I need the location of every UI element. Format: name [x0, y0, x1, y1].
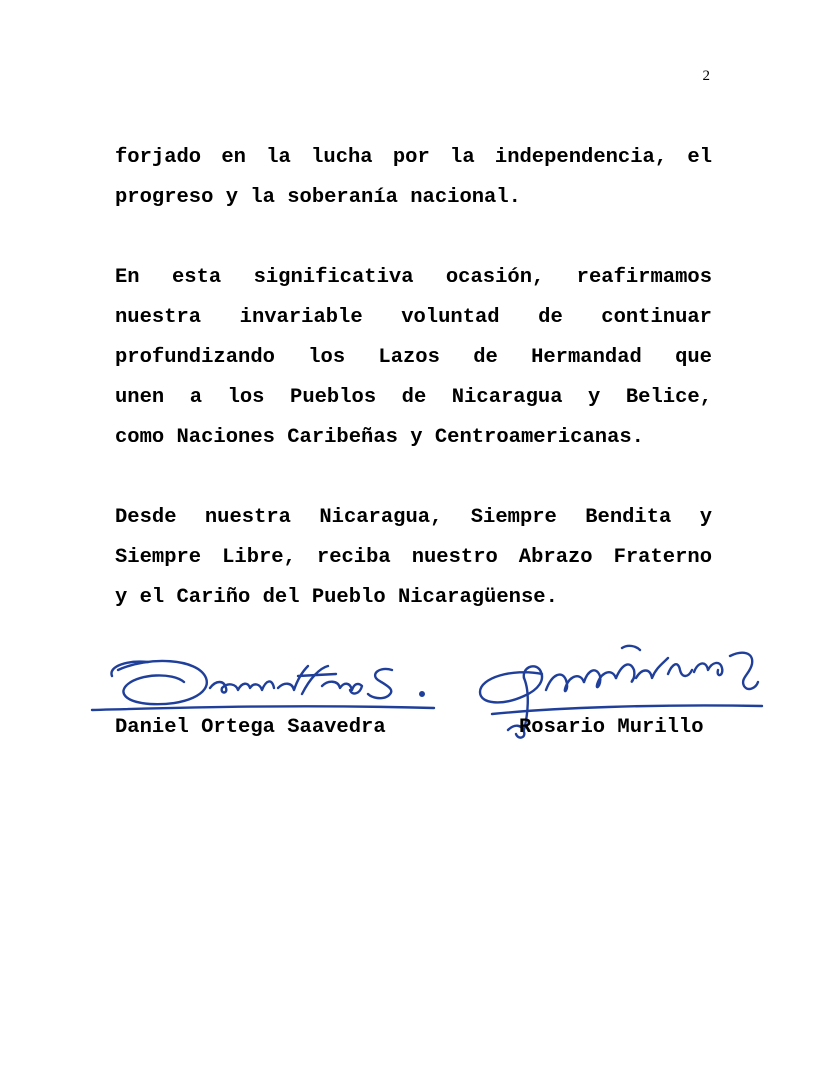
- signer-name-daniel: Daniel Ortega Saavedra: [115, 716, 386, 739]
- text-line: Siempre Libre, reciba nuestro Abrazo Fraterno: [115, 546, 712, 569]
- text-line: unen a los Pueblos de Nicaragua y Belice,: [115, 386, 712, 409]
- signer-name-rosario: Rosario Murillo: [519, 716, 704, 739]
- text-line: forjado en la lucha por la independencia, el: [115, 146, 712, 169]
- paragraph-1: [115, 138, 712, 218]
- text-line: y el Cariño del Pueblo Nicaragüense.: [115, 586, 558, 609]
- text-line: En esta significativa ocasión, reafirmamos: [115, 266, 712, 289]
- signature-block: [0, 630, 825, 760]
- text-line: progreso y la soberanía nacional.: [115, 186, 521, 209]
- text-line: nuestra invariable voluntad de continuar: [115, 306, 712, 329]
- signature-daniel-ortega: [88, 648, 448, 718]
- paragraph-3: [115, 498, 712, 618]
- paragraph-2: [115, 258, 712, 458]
- text-line: Desde nuestra Nicaragua, Siempre Bendita y: [115, 506, 712, 529]
- letter-body: [115, 138, 712, 658]
- text-line: profundizando los Lazos de Hermandad que: [115, 346, 712, 369]
- text-line: como Naciones Caribeñas y Centroamericanas.: [115, 426, 644, 449]
- page-number: 2: [702, 68, 710, 84]
